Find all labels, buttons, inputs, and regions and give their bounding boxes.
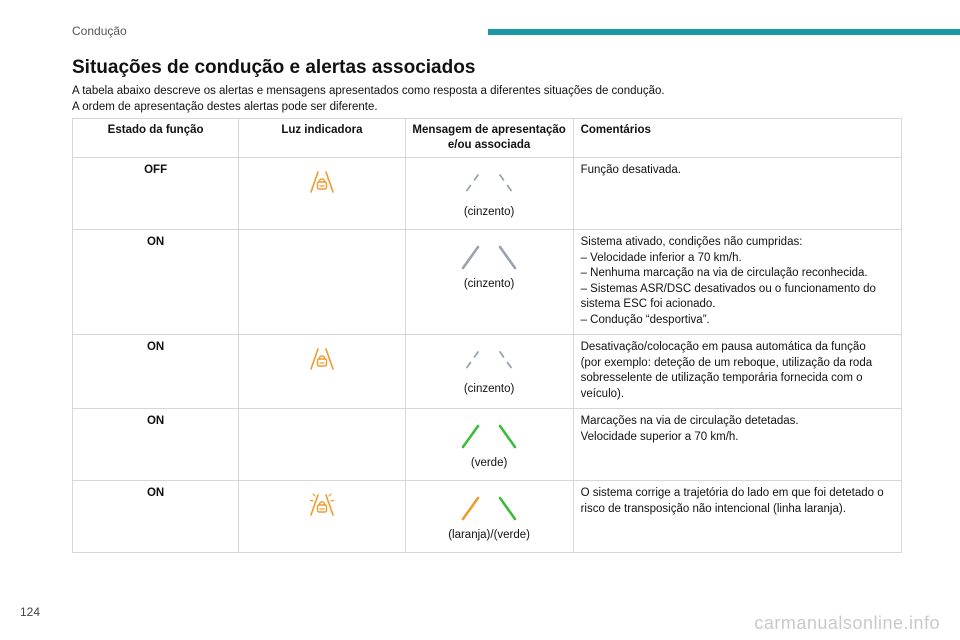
display-message [405, 230, 573, 335]
message-color-note: (cinzento) [463, 278, 515, 290]
function-state: ON [73, 481, 239, 553]
header-message: Mensagem de apresentação e/ou associada [405, 119, 573, 158]
table-row [73, 481, 902, 553]
display-message [405, 409, 573, 481]
comment-line: – Sistemas ASR/DSC desativados ou o funcionamento do sistema ESC foi acionado. [580, 282, 876, 310]
comments [573, 481, 901, 553]
section-label: Condução [72, 24, 127, 38]
comment-line: O sistema corrige a trajetória do lado em que foi detetado o risco de transposição não intencional (linha laranja). [580, 487, 884, 515]
page-title: Situações de condução e alertas associados [72, 57, 476, 78]
lane-lines-icon [454, 349, 524, 377]
function-state: ON [73, 335, 239, 409]
comment-line: Desativação/colocação em pausa automática da função [580, 341, 866, 353]
lane-departure-warning-icon [307, 345, 337, 373]
comments [573, 409, 901, 481]
lane-lines-icon [454, 495, 524, 523]
display-message [405, 481, 573, 553]
lane-departure-warning-icon [307, 491, 337, 519]
watermark: carmanualsonline.info [754, 613, 940, 633]
indicator-light [239, 230, 405, 335]
table-row [73, 158, 902, 230]
function-state: ON [73, 230, 239, 335]
message-color-note: (cinzento) [463, 383, 515, 395]
lane-lines-icon [454, 423, 524, 451]
comments [573, 158, 901, 230]
comments [573, 335, 901, 409]
table-row [73, 335, 902, 409]
lane-departure-warning-icon [307, 168, 337, 196]
comment-line: – Condução “desportiva”. [580, 313, 710, 326]
comments [573, 230, 901, 335]
lane-lines-icon [454, 244, 524, 272]
function-state: ON [73, 409, 239, 481]
comment-line: (por exemplo: deteção de um reboque, utilização da roda sobresselente de utilização temporária fornecida com o veículo). [580, 356, 873, 400]
message-color-note: (laranja)/(verde) [448, 529, 530, 541]
display-message [405, 335, 573, 409]
header-comments: Comentários [573, 119, 901, 158]
page-number: 124 [20, 605, 41, 619]
lane-lines-icon [454, 172, 524, 200]
message-color-note: (verde) [470, 457, 508, 469]
header-state: Estado da função [73, 119, 239, 158]
indicator-light [239, 158, 405, 230]
intro-text [72, 83, 902, 115]
comment-line: Função desativada. [580, 164, 681, 176]
indicator-light [239, 409, 405, 481]
alerts-table [72, 118, 902, 553]
display-message [405, 158, 573, 230]
indicator-light [239, 335, 405, 409]
section-accent-bar [488, 29, 960, 35]
comment-line: Velocidade superior a 70 km/h. [580, 430, 739, 443]
table-row [73, 230, 902, 335]
table-row [73, 409, 902, 481]
intro-line-2: A ordem de apresentação destes alertas pode ser diferente. [72, 101, 378, 113]
function-state: OFF [73, 158, 239, 230]
comment-line: Marcações na via de circulação detetadas. [580, 415, 799, 427]
comment-line: – Velocidade inferior a 70 km/h. [580, 251, 742, 264]
indicator-light [239, 481, 405, 553]
table-header-row [73, 119, 902, 158]
comment-line: – Nenhuma marcação na via de circulação reconhecida. [580, 267, 868, 279]
header-indicator: Luz indicadora [239, 119, 405, 158]
comment-line: Sistema ativado, condições não cumpridas: [580, 236, 803, 248]
alerts-table-body [73, 158, 902, 553]
message-color-note: (cinzento) [463, 206, 515, 218]
intro-line-1: A tabela abaixo descreve os alertas e mensagens apresentados como resposta a diferentes situações de condução. [72, 85, 665, 97]
